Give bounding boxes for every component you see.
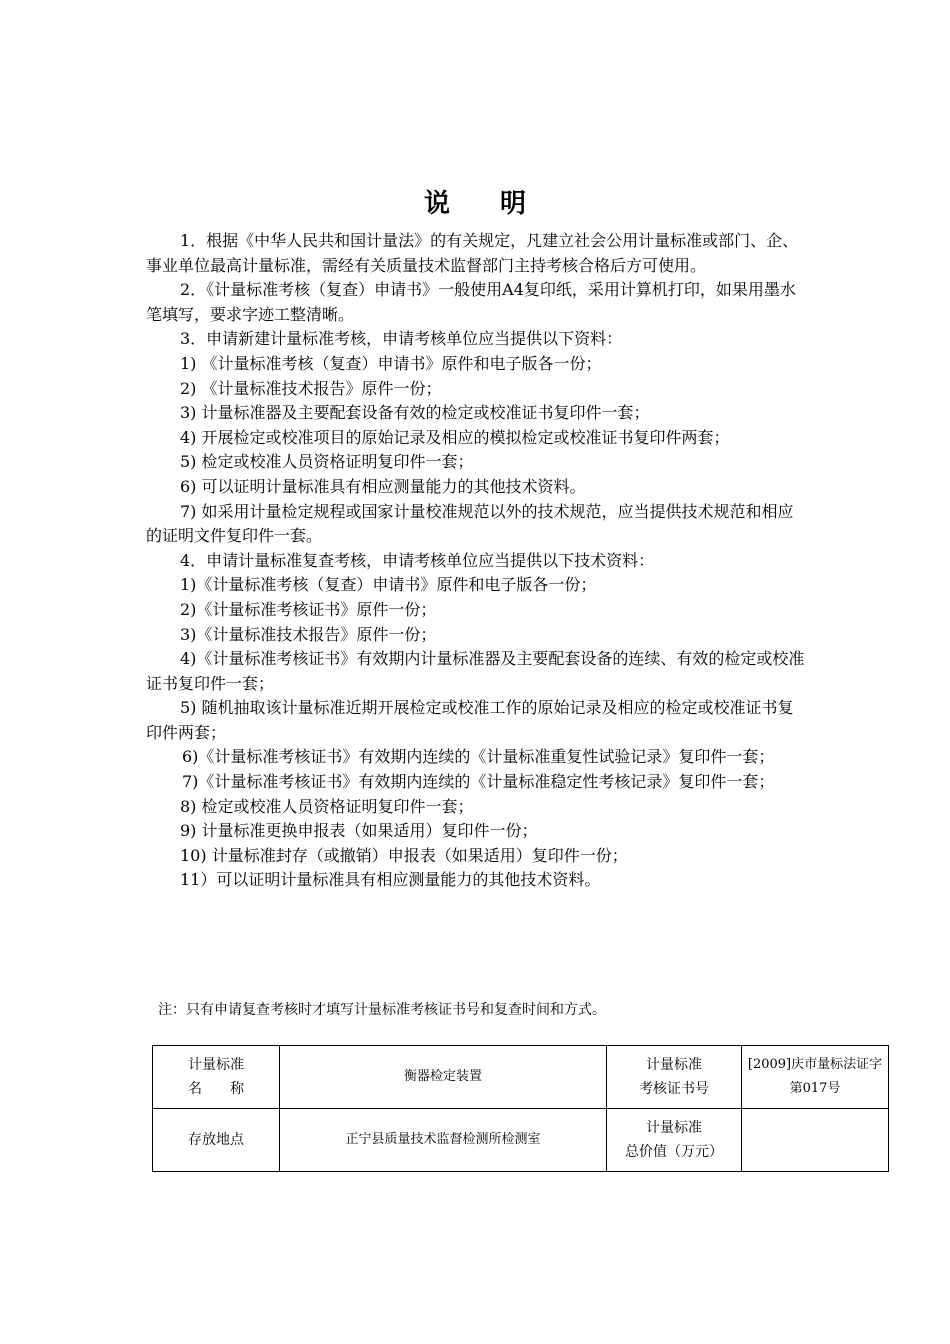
paragraph: 6) 可以证明计量标准具有相应测量能力的其他技术资料。 xyxy=(180,476,586,496)
cert-label-cell xyxy=(607,1046,742,1109)
paragraph: 6)《计量标准考核证书》有效期内连续的《计量标准重复性试验记录》复印件一套； xyxy=(182,747,775,767)
value-label-cell xyxy=(607,1109,742,1172)
paragraph: 2) 《计量标准技术报告》原件一份； xyxy=(180,378,442,398)
value-label-line2: 总价值（万元） xyxy=(625,1144,723,1160)
value-value xyxy=(742,1109,889,1172)
paragraph: 7) 如采用计量检定规程或国家计量校准规范以外的技术规范，应当提供技术规范和相应的证明文件复印件一套。 xyxy=(146,501,794,546)
paragraph: 2)《计量标准考核证书》原件一份； xyxy=(180,599,437,619)
paragraph: 5) 检定或校准人员资格证明复印件一套； xyxy=(180,452,474,472)
location-value: 正宁县质量技术监督检测所检测室 xyxy=(280,1109,607,1172)
name-label-line2: 名 称 xyxy=(188,1081,244,1097)
name-value: 衡器检定装置 xyxy=(280,1046,607,1109)
name-label-line1: 计量标准 xyxy=(188,1057,244,1073)
paragraph: 10) 计量标准封存（或撤销）申报表（如果适用）复印件一份； xyxy=(180,845,628,865)
paragraph: 2．《计量标准考核（复查）申请书》一般使用A4复印纸，采用计算机打印，如果用墨水笔填写，要求字迹工整清晰。 xyxy=(146,280,796,324)
paragraph: 1) 《计量标准考核（复查）申请书》原件和电子版各一份； xyxy=(180,353,602,373)
paragraph: 11）可以证明计量标准具有相应测量能力的其他技术资料。 xyxy=(180,870,601,890)
paragraph: 7)《计量标准考核证书》有效期内连续的《计量标准稳定性考核记录》复印件一套； xyxy=(182,772,775,792)
paragraph: 8) 检定或校准人员资格证明复印件一套； xyxy=(180,796,474,816)
paragraph: 1．根据《中华人民共和国计量法》的有关规定，凡建立社会公用计量标准或部门、企、事业单位最高计量标准，需经有关质量技术监督部门主持考核合格后方可使用。 xyxy=(146,231,799,275)
name-label-cell xyxy=(153,1046,280,1109)
cert-value: [2009]庆市量标法证字第017号 xyxy=(742,1046,889,1109)
cert-label-line1: 计量标准 xyxy=(646,1057,702,1073)
cert-label-line2: 考核证书号 xyxy=(639,1081,709,1097)
paragraph: 3)《计量标准技术报告》原件一份； xyxy=(180,624,437,644)
location-label: 存放地点 xyxy=(153,1109,280,1172)
page-title: 说明 xyxy=(423,189,576,219)
value-label-line1: 计量标准 xyxy=(646,1120,702,1136)
paragraph: 4) 开展检定或校准项目的原始记录及相应的模拟检定或校准证书复印件两套； xyxy=(180,427,730,447)
paragraph: 1)《计量标准考核（复查）申请书》原件和电子版各一份； xyxy=(180,575,597,595)
footnote: 注：只有申请复查考核时才填写计量标准考核证书号和复查时间和方式。 xyxy=(158,1002,606,1018)
standard-info-table xyxy=(152,1045,889,1172)
paragraph: 4)《计量标准考核证书》有效期内计量标准器及主要配套设备的连续、有效的检定或校准证书复印件一套； xyxy=(146,649,805,693)
instructions xyxy=(146,229,808,893)
paragraph: 3．申请新建计量标准考核，申请考核单位应当提供以下资料： xyxy=(180,329,623,349)
paragraph: 4．申请计量标准复查考核，申请考核单位应当提供以下技术资料： xyxy=(180,550,655,570)
paragraph: 9) 计量标准更换申报表（如果适用）复印件一份； xyxy=(180,821,538,841)
paragraph: 5) 随机抽取该计量标准近期开展检定或校准工作的原始记录及相应的检定或校准证书复印件两套； xyxy=(146,698,794,742)
paragraph: 3) 计量标准器及主要配套设备有效的检定或校准证书复印件一套； xyxy=(180,403,650,423)
